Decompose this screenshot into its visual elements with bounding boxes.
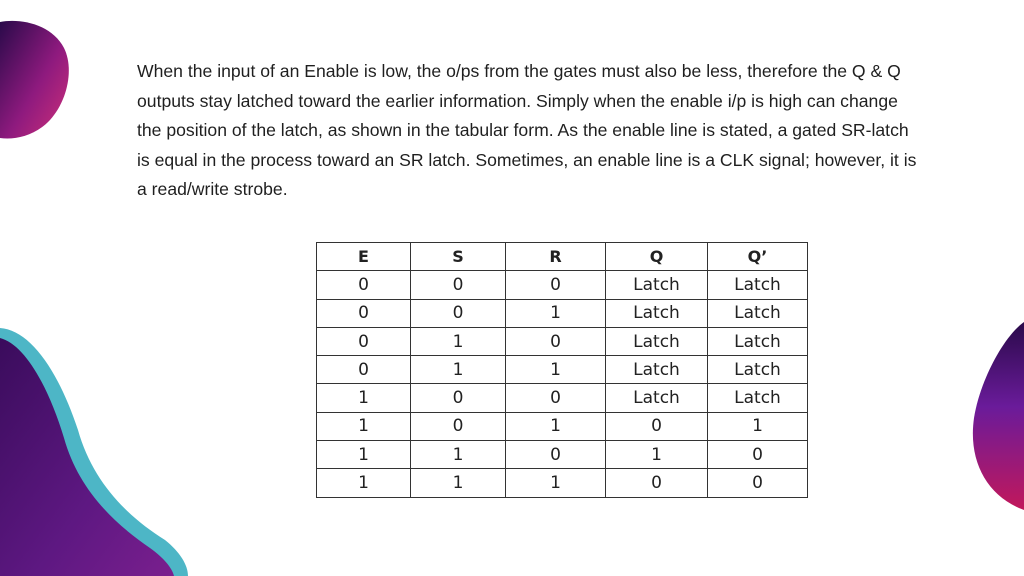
table-cell: 0 bbox=[411, 299, 506, 327]
table-cell: Latch bbox=[708, 356, 808, 384]
table-cell: 1 bbox=[317, 469, 411, 497]
table-cell: 0 bbox=[708, 469, 808, 497]
header-q: Q bbox=[606, 243, 708, 271]
body-paragraph bbox=[137, 57, 997, 205]
table-row bbox=[317, 412, 808, 440]
table-cell: Latch bbox=[606, 327, 708, 355]
table-cell: 1 bbox=[506, 412, 606, 440]
header-q-prime: Q’ bbox=[708, 243, 808, 271]
table-cell: Latch bbox=[606, 356, 708, 384]
decorative-blob-right bbox=[960, 300, 1024, 520]
table-cell: 1 bbox=[317, 441, 411, 469]
paragraph-line: When the input of an Enable is low, the o/ps from the gates must also be less, therefore the Q & Q bbox=[137, 61, 901, 81]
header-e: E bbox=[317, 243, 411, 271]
table-cell: 1 bbox=[606, 441, 708, 469]
table-cell: 0 bbox=[708, 441, 808, 469]
table-cell: Latch bbox=[606, 271, 708, 299]
decorative-blob-top-left bbox=[0, 0, 80, 150]
table-cell: 0 bbox=[317, 271, 411, 299]
table-cell: 1 bbox=[411, 356, 506, 384]
table-cell: 1 bbox=[411, 327, 506, 355]
table-cell: 0 bbox=[317, 327, 411, 355]
table-cell: 1 bbox=[411, 469, 506, 497]
table-row bbox=[317, 271, 808, 299]
header-s: S bbox=[411, 243, 506, 271]
table-cell: 0 bbox=[506, 271, 606, 299]
table-cell: Latch bbox=[708, 327, 808, 355]
table-cell: 0 bbox=[506, 327, 606, 355]
table-row bbox=[317, 299, 808, 327]
table-cell: Latch bbox=[708, 299, 808, 327]
table-cell: Latch bbox=[708, 271, 808, 299]
paragraph-line: is equal in the process toward an SR latch. Sometimes, an enable line is a CLK signal; however, it is bbox=[137, 149, 917, 170]
table-cell: 1 bbox=[411, 441, 506, 469]
table-cell: 1 bbox=[317, 412, 411, 440]
table-cell: 0 bbox=[411, 384, 506, 412]
table-row bbox=[317, 327, 808, 355]
decorative-blob-bottom-left bbox=[0, 310, 190, 576]
table-cell: Latch bbox=[708, 384, 808, 412]
table-cell: 0 bbox=[506, 441, 606, 469]
table-cell: 0 bbox=[411, 412, 506, 440]
sr-latch-truth-table bbox=[316, 242, 808, 498]
table-row bbox=[317, 469, 808, 497]
table-cell: 1 bbox=[317, 384, 411, 412]
table-row bbox=[317, 356, 808, 384]
table-cell: 0 bbox=[317, 299, 411, 327]
table-cell: 0 bbox=[606, 412, 708, 440]
table-header-row bbox=[317, 243, 808, 271]
table-cell: 1 bbox=[506, 469, 606, 497]
table-cell: 0 bbox=[411, 271, 506, 299]
table-cell: 0 bbox=[606, 469, 708, 497]
table-cell: 1 bbox=[506, 299, 606, 327]
table-row bbox=[317, 441, 808, 469]
table-cell: Latch bbox=[606, 384, 708, 412]
paragraph-line: outputs stay latched toward the earlier information. Simply when the enable i/p is high can change bbox=[137, 90, 898, 111]
header-r: R bbox=[506, 243, 606, 271]
table-cell: Latch bbox=[606, 299, 708, 327]
table-cell: 1 bbox=[506, 356, 606, 384]
table-body bbox=[317, 271, 808, 497]
table-cell: 1 bbox=[708, 412, 808, 440]
table-cell: 0 bbox=[317, 356, 411, 384]
table-cell: 0 bbox=[506, 384, 606, 412]
paragraph-line: the position of the latch, as shown in the tabular form. As the enable line is stated, a gated SR-latch bbox=[137, 120, 909, 141]
paragraph-line: a read/write strobe. bbox=[137, 179, 288, 200]
table-row bbox=[317, 384, 808, 412]
